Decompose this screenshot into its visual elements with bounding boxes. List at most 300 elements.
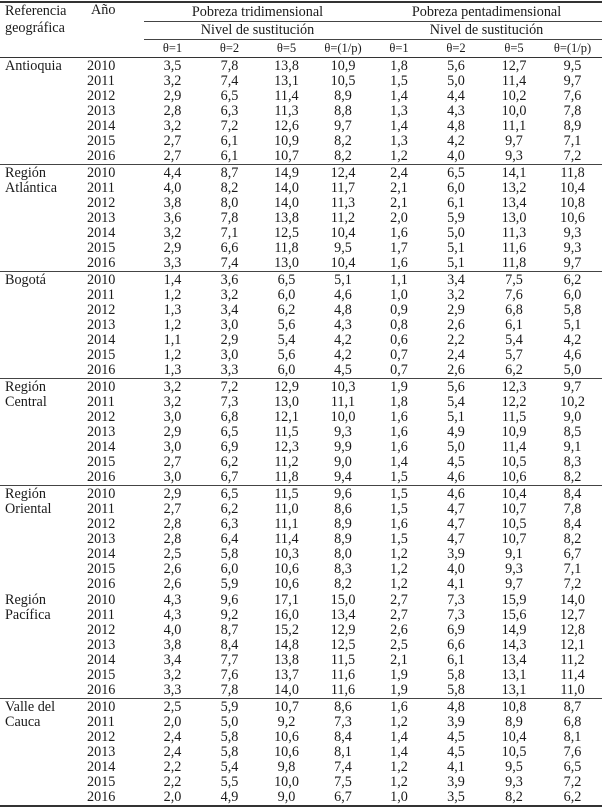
table-row [0,196,602,211]
table-row [0,760,602,775]
value-cell: 6,0 [258,363,315,379]
value-cell: 9,0 [563,409,582,425]
value-cell: 10,7 [274,699,299,715]
value-cell: 6,1 [201,149,258,165]
table-row [0,592,602,608]
value-cell: 5,1 [447,409,465,425]
year-cell: 2016 [87,576,116,592]
value-cell: 12,4 [330,165,356,181]
region-name-cell [0,348,86,363]
value-cell: 3,2 [163,667,182,683]
value-cell: 7,6 [563,88,582,104]
value-cell: 13,1 [274,73,299,89]
value-cell: 2,9 [163,240,182,256]
value-cell: 6,3 [220,516,239,532]
value-cell: 11,0 [543,683,602,699]
value-cell: 1,2 [390,759,408,775]
value-cell: 6,0 [220,561,239,577]
header-geo-ref-line1: Referencia [5,3,67,19]
value-cell: 9,0 [334,454,352,470]
value-cell: 6,0 [563,287,582,303]
value-cell: 6,1 [505,317,523,333]
value-cell: 9,3 [334,424,352,440]
value-cell: 2,5 [163,699,182,715]
year-cell: 2015 [87,561,116,577]
value-cell: 11,5 [330,652,356,668]
value-cell: 2,6 [427,363,485,379]
value-cell: 2,4 [447,347,465,363]
value-cell: 4,2 [563,332,582,348]
year-cell: 2014 [87,439,116,455]
value-cell: 1,6 [390,699,408,715]
table-row [0,440,602,455]
value-cell: 9,9 [334,439,352,455]
value-cell: 6,7 [201,470,258,486]
value-cell: 12,9 [330,622,356,638]
value-cell: 3,2 [220,287,239,303]
region-name-cell [0,89,86,104]
region-name-cell: Oriental [5,501,52,517]
year-cell: 2012 [87,88,116,104]
region-name-cell [0,623,86,638]
value-cell: 8,2 [543,470,602,486]
region-name-cell [0,790,86,806]
value-cell: 2,4 [163,744,182,760]
value-cell: 6,9 [220,439,239,455]
year-cell: 2010 [87,592,116,608]
value-cell: 16,0 [274,607,299,623]
value-cell: 4,5 [447,729,465,745]
value-cell: 1,5 [390,73,408,89]
value-cell: 2,7 [390,592,408,608]
table-row [0,89,602,104]
value-cell: 12,3 [501,379,527,395]
year-cell: 2012 [87,516,116,532]
value-cell: 1,2 [390,714,408,730]
value-cell: 1,5 [371,470,427,486]
value-cell: 10,5 [501,454,527,470]
value-cell: 8,1 [334,744,352,760]
table-row [0,379,602,396]
value-cell: 8,2 [220,180,239,196]
value-cell: 4,1 [447,576,465,592]
value-cell: 3,9 [447,714,465,730]
year-cell: 2016 [86,256,144,272]
header-theta: θ=1 [371,40,427,58]
value-cell: 3,2 [163,379,182,395]
region-name-cell: Región [5,486,46,502]
value-cell: 2,9 [220,332,239,348]
year-cell: 2011 [87,607,115,623]
value-cell: 2,9 [163,486,182,502]
year-cell: 2013 [87,210,116,226]
value-cell: 4,2 [334,332,352,348]
value-cell: 6,2 [220,454,239,470]
value-cell: 3,5 [163,58,182,74]
table-row [0,425,602,440]
value-cell: 4,3 [447,103,465,119]
region-name-cell: Región [5,379,46,395]
value-cell: 6,2 [543,790,602,806]
value-cell: 4,2 [334,347,352,363]
value-cell: 2,7 [163,501,182,517]
value-cell: 8,2 [334,576,352,592]
value-cell: 1,4 [390,118,408,134]
region-name-cell [0,562,86,577]
value-cell: 4,7 [447,501,465,517]
value-cell: 15,0 [330,592,356,608]
table-row [0,623,602,638]
value-cell: 11,5 [501,409,527,425]
value-cell: 2,5 [390,637,408,653]
value-cell: 2,5 [163,546,182,562]
year-cell: 2014 [87,332,116,348]
year-cell: 2010 [87,58,116,74]
value-cell: 6,5 [563,759,582,775]
value-cell: 8,9 [334,531,352,547]
value-cell: 8,9 [334,516,352,532]
value-cell: 3,2 [163,225,182,241]
year-cell: 2014 [87,652,116,668]
region-name-cell [0,668,86,683]
header-blank-geo [0,40,86,58]
value-cell: 7,2 [563,774,582,790]
value-cell: 8,2 [485,790,543,806]
value-cell: 7,6 [563,744,582,760]
value-cell: 4,3 [163,592,182,608]
value-cell: 8,6 [334,501,352,517]
value-cell: 7,7 [220,652,239,668]
value-cell: 9,5 [563,58,582,74]
value-cell: 10,6 [274,561,299,577]
value-cell: 2,7 [163,454,182,470]
value-cell: 8,5 [563,424,582,440]
value-cell: 1,4 [390,88,408,104]
value-cell: 6,1 [220,133,239,149]
value-cell: 9,7 [563,379,582,395]
value-cell: 5,9 [447,210,465,226]
poverty-table [0,3,602,807]
value-cell: 10,6 [274,744,299,760]
table-row [0,517,602,532]
header-subgroup-tri: Nivel de sustitución [144,22,371,40]
table-row [0,455,602,470]
region-name-cell [0,440,86,455]
value-cell: 7,4 [334,759,352,775]
value-cell: 2,6 [163,576,182,592]
value-cell: 12,1 [560,637,585,653]
value-cell: 7,4 [220,73,239,89]
region-name-cell: Bogotá [5,272,46,288]
value-cell: 6,2 [277,302,296,318]
value-cell: 8,1 [563,729,582,745]
value-cell: 12,2 [501,394,527,410]
value-cell: 13,0 [274,394,299,410]
value-cell: 5,9 [220,576,239,592]
value-cell: 4,5 [447,744,465,760]
value-cell: 4,6 [563,347,582,363]
year-cell: 2010 [87,165,116,181]
year-cell: 2015 [87,347,116,363]
value-cell: 8,4 [563,516,582,532]
value-cell: 10,5 [501,744,527,760]
value-cell: 6,8 [563,714,582,730]
value-cell: 4,5 [447,454,465,470]
value-cell: 3,0 [220,347,239,363]
region-name-cell [0,455,86,470]
year-cell: 2016 [86,683,144,699]
value-cell: 1,6 [390,225,408,241]
region-name-cell: Antioquia [5,58,62,74]
value-cell: 7,4 [201,256,258,272]
value-cell: 5,8 [220,744,239,760]
value-cell: 5,8 [563,302,582,318]
value-cell: 3,4 [220,302,239,318]
year-cell: 2011 [87,287,115,303]
value-cell: 5,9 [220,699,239,715]
value-cell: 1,2 [390,774,408,790]
value-cell: 4,0 [163,622,182,638]
header-geo-ref [0,3,86,40]
value-cell: 2,0 [163,714,182,730]
year-cell: 2010 [87,699,116,715]
value-cell: 1,9 [390,379,408,395]
value-cell: 17,1 [274,592,299,608]
table-row [0,333,602,348]
region-name-cell [0,134,86,149]
value-cell: 2,9 [447,302,465,318]
region-name-cell [0,196,86,211]
value-cell: 3,8 [163,637,182,653]
year-cell: 2015 [87,667,116,683]
value-cell: 14,8 [274,637,299,653]
value-cell: 11,8 [485,256,543,272]
value-cell: 12,9 [274,379,299,395]
region-name-cell [0,303,86,318]
value-cell: 2,9 [163,424,182,440]
year-cell: 2013 [87,103,116,119]
value-cell: 10,5 [501,516,527,532]
value-cell: 6,2 [563,272,582,288]
value-cell: 11,6 [501,240,527,256]
value-cell: 7,8 [201,683,258,699]
value-cell: 1,1 [163,332,182,348]
table-row [0,256,602,272]
value-cell: 10,9 [501,424,527,440]
value-cell: 3,9 [447,546,465,562]
value-cell: 2,6 [447,317,465,333]
value-cell: 5,6 [447,58,465,74]
value-cell: 11,5 [274,424,299,440]
table-body [0,58,602,807]
table-row [0,134,602,149]
value-cell: 4,0 [447,561,465,577]
value-cell: 4,8 [447,699,465,715]
value-cell: 4,7 [447,531,465,547]
value-cell: 6,5 [220,88,239,104]
value-cell: 9,7 [505,576,523,592]
table-header [0,3,602,58]
value-cell: 2,2 [163,774,182,790]
value-cell: 7,8 [563,501,582,517]
value-cell: 1,2 [371,149,427,165]
value-cell: 7,1 [563,561,582,577]
value-cell: 10,4 [501,486,527,502]
value-cell: 14,3 [501,637,527,653]
value-cell: 10,5 [330,73,356,89]
value-cell: 11,8 [258,470,315,486]
value-cell: 0,8 [390,317,408,333]
table-row [0,181,602,196]
value-cell: 3,2 [163,118,182,134]
value-cell: 9,6 [334,486,352,502]
value-cell: 1,9 [371,683,427,699]
value-cell: 2,4 [390,165,408,181]
header-theta: θ=2 [201,40,258,58]
table-row [0,638,602,653]
value-cell: 1,2 [163,287,182,303]
value-cell: 10,0 [330,409,356,425]
value-cell: 9,2 [277,714,296,730]
value-cell: 3,3 [201,363,258,379]
value-cell: 3,0 [144,470,201,486]
table-row [0,149,602,165]
table-row [0,790,602,806]
value-cell: 1,2 [390,561,408,577]
value-cell: 11,4 [560,667,585,683]
year-cell: 2015 [87,240,116,256]
value-cell: 5,1 [447,240,465,256]
year-cell: 2014 [87,225,116,241]
value-cell: 0,7 [390,347,408,363]
year-cell: 2010 [87,486,116,502]
year-cell: 2014 [87,118,116,134]
value-cell: 10,7 [501,531,527,547]
value-cell: 1,8 [390,394,408,410]
value-cell: 5,0 [447,439,465,455]
value-cell: 2,7 [144,149,201,165]
region-name-cell [0,547,86,562]
table-row [0,502,602,517]
table-row [0,74,602,89]
header-theta: θ=2 [427,40,485,58]
value-cell: 14,0 [274,195,299,211]
value-cell: 13,4 [501,195,527,211]
table-row [0,608,602,623]
region-name-cell [0,425,86,440]
value-cell: 2,1 [390,180,408,196]
value-cell: 9,3 [563,240,582,256]
value-cell: 6,7 [563,546,582,562]
value-cell: 6,6 [220,240,239,256]
year-cell: 2011 [87,394,115,410]
value-cell: 12,1 [274,409,299,425]
table-row [0,288,602,303]
region-name-cell [0,74,86,89]
table-row [0,715,602,730]
value-cell: 1,1 [390,272,408,288]
value-cell: 1,2 [390,546,408,562]
value-cell: 8,8 [334,103,352,119]
value-cell: 6,1 [447,195,465,211]
value-cell: 10,7 [501,501,527,517]
value-cell: 10,0 [501,103,527,119]
value-cell: 7,2 [220,379,239,395]
value-cell: 6,5 [220,486,239,502]
table-row [0,730,602,745]
value-cell: 8,7 [220,622,239,638]
value-cell: 9,7 [505,133,523,149]
value-cell: 3,3 [144,683,201,699]
value-cell: 0,9 [390,302,408,318]
value-cell: 10,9 [330,58,356,74]
value-cell: 15,2 [274,622,299,638]
value-cell: 3,6 [220,272,239,288]
value-cell: 15,6 [501,607,527,623]
value-cell: 5,0 [447,225,465,241]
value-cell: 3,3 [144,256,201,272]
region-name-cell [0,577,86,592]
table-row [0,395,602,410]
year-cell: 2014 [87,759,116,775]
value-cell: 1,8 [390,58,408,74]
year-cell: 2016 [86,790,144,806]
region-name-cell [0,333,86,348]
year-cell: 2011 [87,501,115,517]
value-cell: 7,3 [220,394,239,410]
value-cell: 6,8 [505,302,523,318]
value-cell: 14,9 [501,622,527,638]
value-cell: 3,2 [447,287,465,303]
year-cell: 2011 [87,180,115,196]
value-cell: 5,6 [447,379,465,395]
value-cell: 14,0 [258,683,315,699]
value-cell: 1,4 [163,272,182,288]
value-cell: 5,7 [505,347,523,363]
region-name-cell: Cauca [5,714,41,730]
value-cell: 6,3 [220,103,239,119]
table-row [0,668,602,683]
value-cell: 10,8 [501,699,527,715]
header-theta: θ=(1/p) [543,40,602,58]
value-cell: 5,8 [427,683,485,699]
value-cell: 7,2 [543,149,602,165]
region-name-cell [0,241,86,256]
value-cell: 1,4 [390,744,408,760]
value-cell: 11,6 [330,667,356,683]
value-cell: 13,2 [501,180,527,196]
value-cell: 6,6 [447,637,465,653]
value-cell: 4,4 [163,165,182,181]
value-cell: 6,5 [220,424,239,440]
header-theta: θ=(1/p) [315,40,371,58]
value-cell: 13,8 [274,652,299,668]
value-cell: 5,4 [505,332,523,348]
value-cell: 6,4 [220,531,239,547]
table-row [0,211,602,226]
value-cell: 10,3 [274,546,299,562]
value-cell: 9,6 [220,592,239,608]
table-row [0,58,602,75]
value-cell: 11,8 [274,240,299,256]
value-cell: 11,2 [274,454,299,470]
value-cell: 6,5 [447,165,465,181]
value-cell: 4,6 [427,470,485,486]
value-cell: 2,8 [163,516,182,532]
value-cell: 8,2 [563,531,582,547]
table-row [0,318,602,333]
value-cell: 5,0 [447,73,465,89]
